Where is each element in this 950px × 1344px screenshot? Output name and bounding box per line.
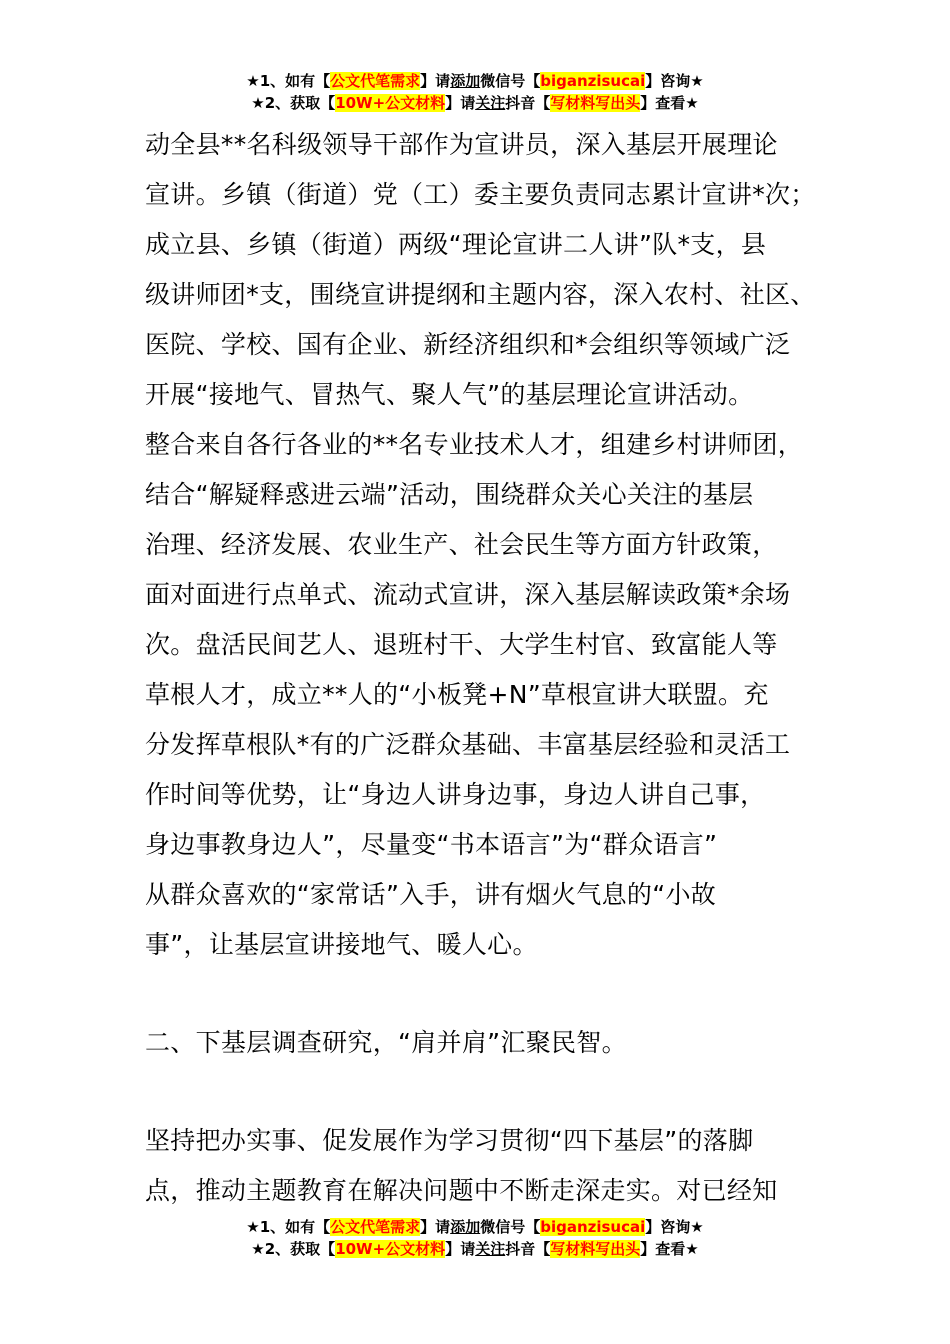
banner-line-2: ★2、获取【10W+公文材料】请关注抖音【写材料写出头】查看★ bbox=[251, 1240, 699, 1258]
banner-highlight: 10W+公文材料 bbox=[335, 94, 446, 112]
banner-line-2: ★2、获取【10W+公文材料】请关注抖音【写材料写出头】查看★ bbox=[251, 94, 699, 112]
text-line: 草根人才，成立**人的“小板凳+N”草根宣讲大联盟。充 bbox=[145, 680, 769, 709]
banner-highlight: 写材料写出头 bbox=[550, 1240, 641, 1258]
text-line: 作时间等优势，让“身边人讲身边事，身边人讲自己事， bbox=[145, 780, 766, 809]
text-line: 整合来自各行各业的**名专业技术人才，组建乡村讲师团， bbox=[145, 430, 804, 459]
heading-text: 二、下基层调查研究，“肩并肩”汇聚民智。 bbox=[145, 1028, 627, 1057]
text-line: 成立县、乡镇（街道）两级“理论宣讲二人讲”队*支，县 bbox=[145, 230, 767, 259]
text-line: 面对面进行点单式、流动式宣讲，深入基层解读政策*余场 bbox=[145, 580, 791, 609]
text-line: 治理、经济发展、农业生产、社会民生等方面方针政策， bbox=[145, 530, 778, 559]
text-line: 坚持把办实事、促发展作为学习贯彻“四下基层”的落脚 bbox=[145, 1126, 754, 1155]
banner-highlight: biganzisucai bbox=[540, 1218, 646, 1236]
text-line: 结合“解疑释惑进云端”活动，围绕群众关心关注的基层 bbox=[145, 480, 754, 509]
section-heading bbox=[145, 1018, 845, 1068]
banner-highlight: 公文代笔需求 bbox=[330, 72, 421, 90]
text-line: 动全县**名科级领导干部作为宣讲员，深入基层开展理论 bbox=[145, 130, 778, 159]
text-line: 宣讲。乡镇（街道）党（工）委主要负责同志累计宣讲*次； bbox=[145, 180, 816, 209]
footer-banner bbox=[0, 1216, 950, 1260]
banner-highlight: biganzisucai bbox=[540, 72, 646, 90]
header-banner bbox=[0, 70, 950, 114]
text-line: 点，推动主题教育在解决问题中不断走深走实。对已经知 bbox=[145, 1176, 778, 1205]
text-line: 次。盘活民间艺人、退班村干、大学生村官、致富能人等 bbox=[145, 630, 778, 659]
banner-line-1: ★1、如有【公文代笔需求】请添加微信号【biganzisucai】咨询★ bbox=[246, 72, 704, 90]
banner-highlight: 公文代笔需求 bbox=[330, 1218, 421, 1236]
banner-highlight: 10W+公文材料 bbox=[335, 1240, 446, 1258]
text-line: 身边事教身边人”，尽量变“书本语言”为“群众语言” bbox=[145, 830, 718, 859]
banner-highlight: 写材料写出头 bbox=[550, 94, 641, 112]
text-line: 从群众喜欢的“家常话”入手，讲有烟火气息的“小故 bbox=[145, 880, 717, 909]
text-line: 事”，让基层宣讲接地气、暖人心。 bbox=[145, 930, 538, 959]
text-line: 分发挥草根队*有的广泛群众基础、丰富基层经验和灵活工 bbox=[145, 730, 791, 759]
body-paragraph-1 bbox=[145, 120, 845, 970]
body-paragraph-2 bbox=[145, 1116, 845, 1216]
text-line: 级讲师团*支，围绕宣讲提纲和主题内容，深入农村、社区、 bbox=[145, 280, 816, 309]
banner-line-1: ★1、如有【公文代笔需求】请添加微信号【biganzisucai】咨询★ bbox=[246, 1218, 704, 1236]
text-line: 医院、学校、国有企业、新经济组织和*会组织等领域广泛 bbox=[145, 330, 791, 359]
text-line: 开展“接地气、冒热气、聚人气”的基层理论宣讲活动。 bbox=[145, 380, 754, 409]
